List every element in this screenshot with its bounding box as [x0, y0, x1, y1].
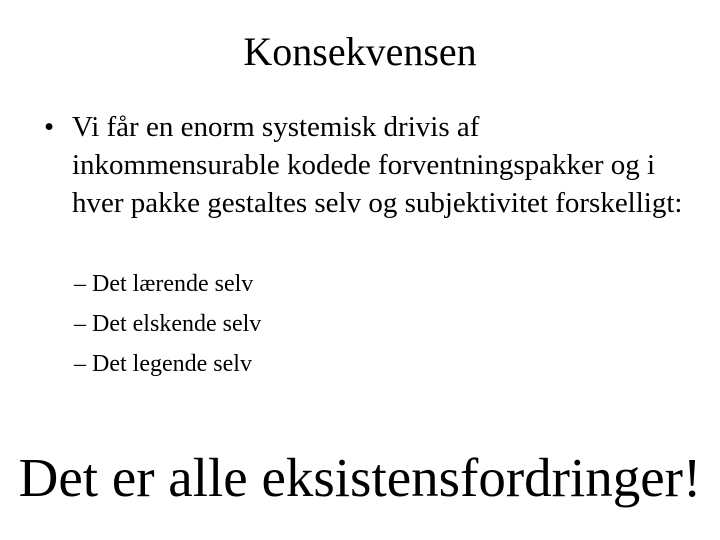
bullet-marker: • — [44, 111, 55, 143]
main-bullet-text: Vi får en enorm systemisk drivis af inkommensurable kodede forventningspakker og i hver pakke gestaltes selv og subjektivitet forskelligt: — [72, 111, 683, 219]
sub-bullet-item: – Det elskende selv — [74, 311, 262, 337]
sub-bullet-item: – Det legende selv — [74, 351, 252, 377]
bullet-block — [44, 108, 684, 222]
slide-title: Konsekvensen — [243, 29, 477, 74]
sub-bullet-item: – Det lærende selv — [74, 271, 254, 297]
main-bullet — [44, 108, 684, 222]
conclusion-text: Det er alle eksistensfordringer! — [18, 447, 702, 508]
sub-bullet-list — [74, 264, 674, 384]
